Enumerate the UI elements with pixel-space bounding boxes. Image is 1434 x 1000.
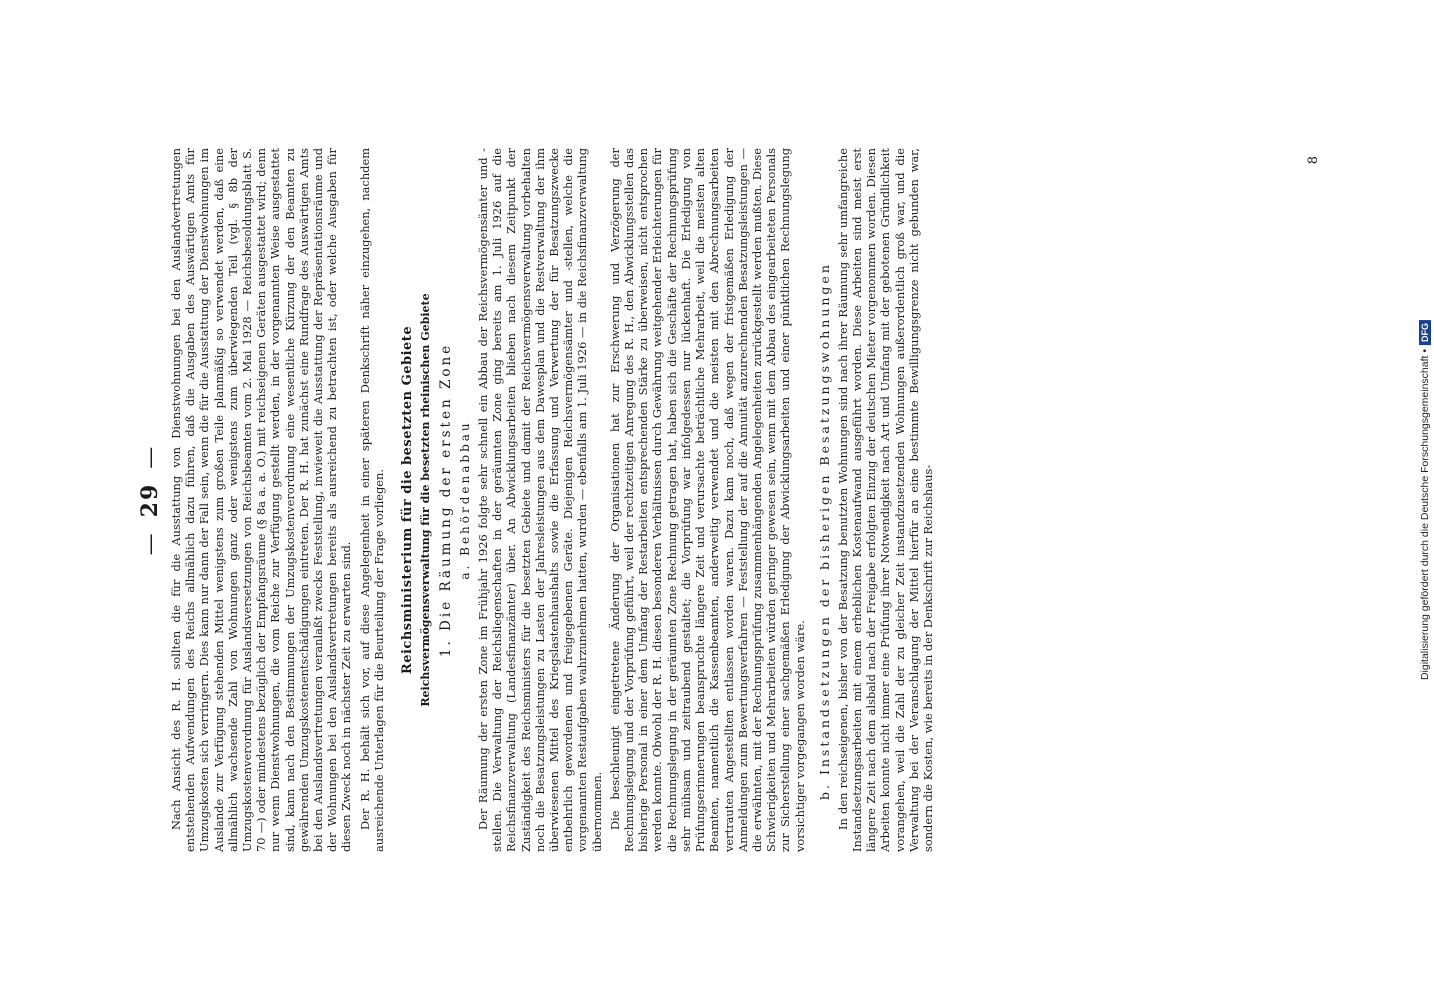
page-number: —29— <box>137 444 163 556</box>
paragraph: In den reichseigenen, bisher von der Besatzung benutzten Wohnungen sind nach ihrer Räumung sehr umfangreiche Instandsetzungsarbeiten mit einem erheblichen Kostenaufwand ausgeführt worden. Diese Arbeiten sind meist erst längere Zeit nach dem alsbald nach der Freigabe erfolgten Einzug der deutschen Mieter vorgenommen worden. Diesen Arbeiten konnte nicht immer eine Prüfung ihrer Notwendigkeit nach Art und Umfang mit der gebotenen Gründlichkeit vorangehen, weil die Zahl der zu gleicher Zeit instandzusetzenden Wohnungen außerordentlich groß war, und die Verwaltung bei der Veranschlagung der Mittel hierfür an eine bestimmte Bewilligungsgrenze nicht gebunden war, sondern die Kosten, wie bereits in der Denkschrift zur Reichshaus- <box>835 148 935 852</box>
paragraph: Der R. H. behält sich vor, auf diese Angelegenheit in einer späteren Denkschrift näher einzugehen, nachdem ausreichende Unterlagen für die Beurteilung der Frage vorliegen. <box>357 148 386 852</box>
paragraph: Der Räumung der ersten Zone im Frühjahr 1926 folgte sehr schnell ein Abbau der Reichsvermögensämter und -stellen. Die Verwaltung der Reichsliegenschaften in der geräumten Zone ging bereits am 1. Juli 1926 auf die Reichsfinanzverwaltung (Landesfinanzämter) über. An Abwicklungsarbeiten blieben nach diesem Zeitpunkt der Zuständigkeit des Reichsministers für die besetzten Gebiete und damit der Reichsvermögensverwaltung vorbehalten noch die Besatzungsleistungen zu Lasten der Jahresleistungen aus dem Dawesplan und die Restverwaltung der ihm überwiesenen Mittel des Kriegslastenhaushalts sowie die Erfassung und Verwertung der für Besatzungszwecke entbehrlich gewordenen und freigegebenen Geräte. Diejenigen Reichsvermögensämter und -stellen, welche die vorgenannten Restaufgaben wahrzunehmen hatten, wurden — ebenfalls am 1. Juli 1926 — in die Reichsfinanzverwaltung übernommen. <box>476 148 604 852</box>
dfg-note-text: Digitalisierung gefördert durch die Deutsche Forschungsgemeinschaft • <box>1419 348 1431 681</box>
subheading-b: b. Instandsetzungen der bisherigen Besatzungswohnungen <box>816 262 832 800</box>
signature-mark: 8 <box>1306 156 1321 165</box>
section-heading-zone: 1. Die Räumung der ersten Zone <box>438 342 455 658</box>
rotated-document-page <box>127 130 1321 870</box>
section-heading-ministry: Reichsministerium für die besetzten Gebiete <box>400 325 416 675</box>
page-number-value: 29 <box>137 482 163 518</box>
dfg-logo-icon: DFG <box>1419 320 1431 345</box>
section-heading-administration: Reichsvermögensverwaltung für die besetzten rheinischen Gebiete <box>419 293 433 707</box>
paragraph: Nach Ansicht des R. H. sollten die für die Ausstattung von Dienstwohnungen bei den Auslandvertretungen entstehenden Aufwendungen des Reichs allmählich dazu führen, daß die Ausgaben des Auswärtigen Amts für Umzugskosten sich verringern. Dies kann nur dann der Fall sein, wenn die für die Ausstattung der Dienstwohnungen im Auslande zur Verfügung stehenden Mittel wenigstens zum großen Teile planmäßig so verwendet werden, daß eine allmählich wachsende Zahl von Wohnungen ganz oder wenigstens zum überwiegenden Teil (vgl. § 8b der Umzugskostenverordnung für Auslandsversetzungen von Reichsbeamten vom 2. Mai 1928 — Reichsbesoldungsblatt S. 70 —) oder mindestens bezüglich der Empfangsräume (§ 8a a. a. O.) mit reichseigenen Geräten ausgestattet wird; denn nur wenn Dienstwohnungen, die vom Reiche zur Verfügung gestellt werden, in der vorgenannten Weise ausgestattet sind, kann nach den Bestimmungen der Umzugskostenverordnung eine wesentliche Kürzung der den Beamten zu gewährenden Umzugskostenentschädigungen eintreten. Der R. H. hat zunächst eine Rundfrage des Auswärtigen Amts bei den Auslandsvertretungen veranlaßt zwecks Feststellung, inwieweit die Ausstattung der Repräsentationsräume und der Wohnungen bei den Auslandsvertretungen bereits als ausreichend zu betrachten ist, oder welche Ausgaben für diesen Zweck noch in nächster Zeit zu erwarten sind. <box>169 148 354 852</box>
subheading-a: a. Behördenabbau <box>458 420 473 580</box>
paragraph: Die beschleunigt eingetretene Änderung der Organisationen hat zur Erschwerung und Verzögerung der Rechnungslegung und der Vorprüfung geführt, weil der rechtzeitigen Anregung des R. H., den Abwicklungsstellen das bisherige Personal in einer dem Umfang der Restarbeiten entsprechenden Stärke zu überweisen, nicht entsprochen werden konnte. Obwohl der R. H. diesen besonderen Verhältnissen durch Gewährung weitgehender Erleichterungen für die Rechnungslegung in der geräumten Zone Rechnung getragen hat, haben sich die Geschäfte der Rechnungsprüfung sehr mühsam und zeitraubend gestaltet; die Vorprüfung war infolgedessen nur lückenhaft. Die Erledigung von Prüfungserinnerungen beanspruchte längere Zeit und verursachte beträchtliche Mehrarbeit, weil die meisten alten Beamten, namentlich die Kassenbeamten, anderweitig verwendet und die meisten mit den Abrechnungsarbeiten vertrauten Angestellten entlassen worden waren. Dazu kam noch, daß wegen der fristgemäßen Erledigung der Anmeldungen zum Bewertungsverfahren — Feststellung der auf die Annuität anzurechnenden Besatzungsleistungen — die erwähnten, mit der Rechnungsprüfung zusammenhängenden Angelegenheiten zurückgestellt werden mußten. Diese Schwierigkeiten und Mehrarbeiten würden geringer gewesen sein, wenn mit dem Abbau des eingearbeiteten Personals zur Sicherstellung einer sachgemäßen Erledigung der Abwicklungsarbeiten und einer pünktlichen Rechnungslegung vorsichtiger vorgegangen worden wäre. <box>607 148 807 852</box>
dfg-margin-note <box>1419 320 1431 680</box>
